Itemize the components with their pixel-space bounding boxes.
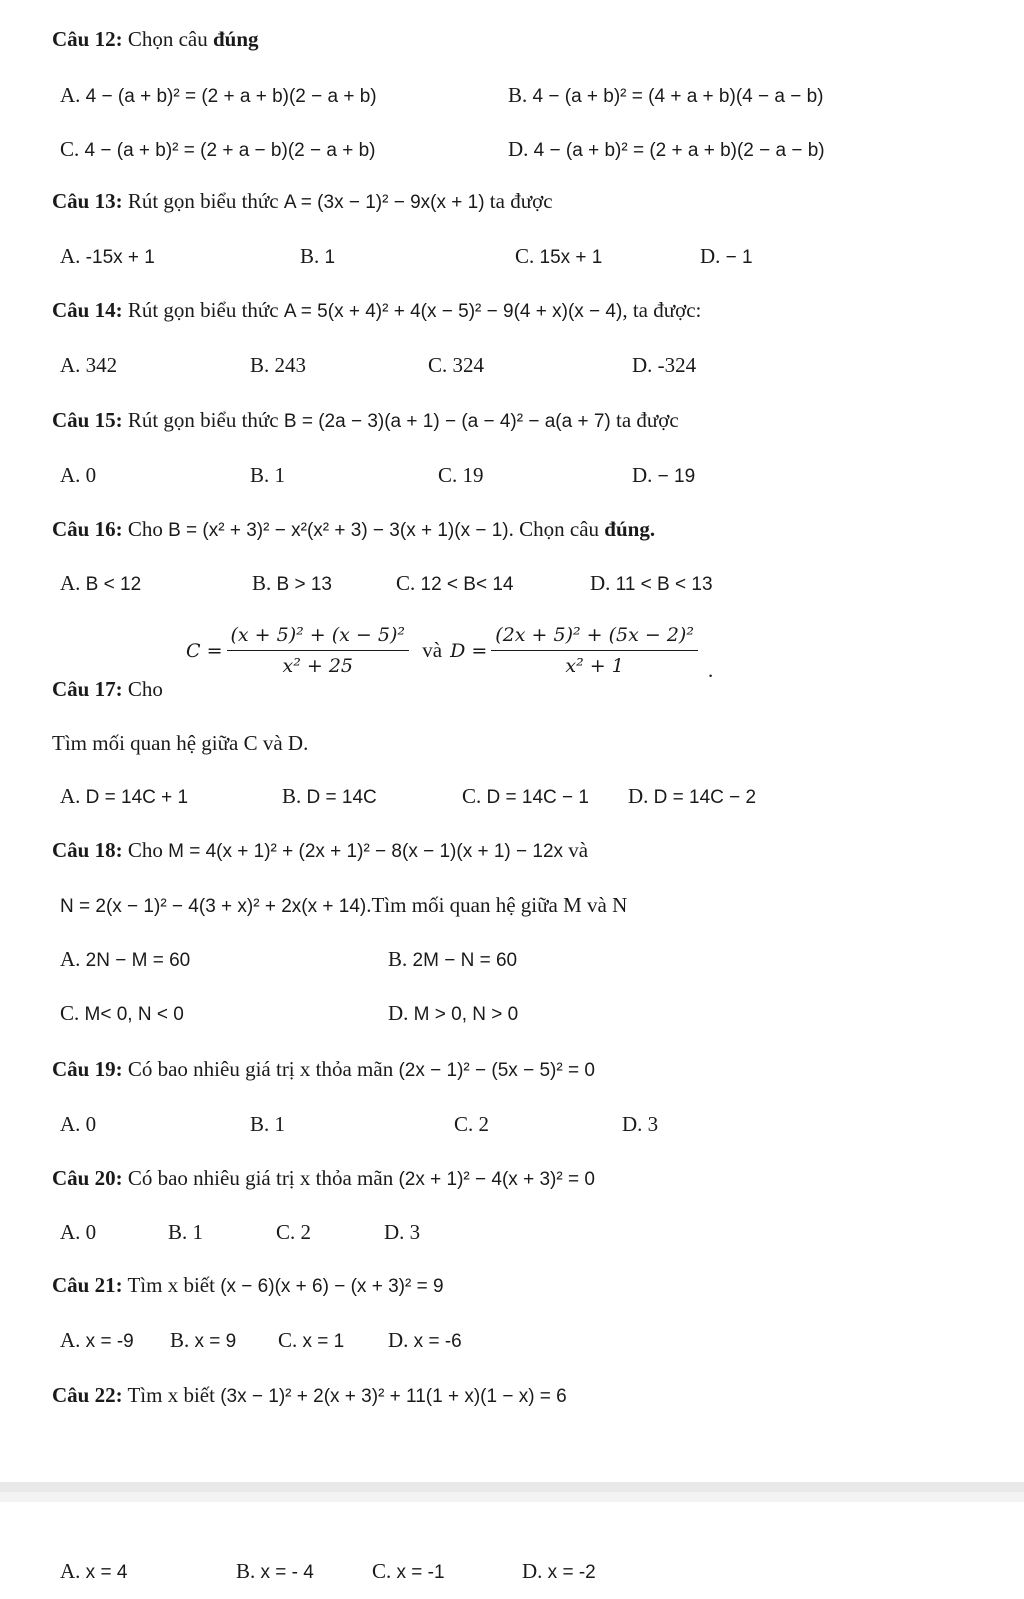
- option-expr: D = 14C − 1: [486, 787, 589, 808]
- option-expr: -15x + 1: [85, 247, 155, 268]
- q18-option-d: [388, 1000, 518, 1028]
- option-expr: D = 14C + 1: [85, 787, 189, 808]
- option-expr: 11 < B < 13: [615, 574, 713, 595]
- option-expr: 0: [85, 1220, 97, 1244]
- q20-option-d: [384, 1219, 420, 1245]
- q19-option-c: [454, 1111, 489, 1137]
- q16-prompt: Cho: [122, 517, 169, 541]
- q17-option-b: [282, 783, 377, 811]
- q15-option-c: [438, 462, 484, 488]
- option-expr: 324: [452, 353, 485, 377]
- c-numerator: (x + 5)² + (x − 5)²: [227, 620, 410, 651]
- q17-label: Câu 17:: [52, 677, 123, 701]
- q13-option-c: [515, 243, 602, 271]
- option-key: D.: [632, 353, 653, 377]
- option-key: D.: [508, 137, 529, 161]
- d-numerator: (2x + 5)² + (5x − 2)²: [491, 620, 698, 651]
- q13-title: [52, 188, 553, 216]
- q20-option-c: [276, 1219, 311, 1245]
- option-key: C.: [276, 1220, 296, 1244]
- q12-option-b: [508, 82, 823, 110]
- option-key: B.: [508, 83, 528, 107]
- option-expr: 1: [192, 1220, 204, 1244]
- q15-expr: B = (2a − 3)(a + 1) − (a − 4)² − a(a + 7): [283, 411, 611, 432]
- q16-option-a: [60, 570, 141, 598]
- q21-prompt: Tìm x biết: [122, 1273, 221, 1297]
- option-key: A.: [60, 784, 81, 808]
- c-fraction: [227, 620, 410, 681]
- option-expr: x = 4: [85, 1562, 128, 1583]
- option-key: C.: [428, 353, 448, 377]
- q20-option-a: [60, 1219, 96, 1245]
- option-expr: 1: [274, 463, 286, 487]
- option-key: D.: [622, 1112, 643, 1136]
- option-expr: 12 < B< 14: [420, 574, 514, 595]
- option-key: C.: [278, 1328, 298, 1352]
- q17-and: và: [422, 638, 443, 662]
- q21-label: Câu 21:: [52, 1273, 123, 1297]
- q22-title: [52, 1382, 567, 1410]
- q15-title: [52, 407, 679, 435]
- q20-prompt: Có bao nhiêu giá trị x thỏa mãn: [122, 1166, 399, 1190]
- q20-option-b: [168, 1219, 203, 1245]
- q21-option-b: [170, 1327, 236, 1355]
- option-key: A.: [60, 571, 81, 595]
- option-expr: 19: [462, 463, 484, 487]
- option-key: C.: [438, 463, 458, 487]
- option-key: D.: [388, 1328, 409, 1352]
- q18-expr-n: N = 2(x − 1)² − 4(3 + x)² + 2x(x + 14): [60, 896, 367, 917]
- q15-label: Câu 15:: [52, 408, 123, 432]
- q18-prompt: Cho: [122, 838, 169, 862]
- q22-prompt: Tìm x biết: [122, 1383, 221, 1407]
- q15-option-a: [60, 462, 96, 488]
- option-expr: x = 9: [194, 1331, 237, 1352]
- d-fraction: [491, 620, 698, 681]
- q18-title: [52, 837, 588, 865]
- q14-expr: A = 5(x + 4)² + 4(x − 5)² − 9(4 + x)(x − 4): [283, 301, 623, 322]
- q12-option-c: [60, 136, 375, 164]
- q16-title: [52, 516, 655, 544]
- option-key: C.: [396, 571, 416, 595]
- option-expr: 342: [85, 353, 118, 377]
- option-expr: 0: [85, 1112, 97, 1136]
- option-expr: x = -9: [85, 1331, 134, 1352]
- q13-option-b: [300, 243, 335, 271]
- option-expr: x = -6: [413, 1331, 462, 1352]
- q21-option-c: [278, 1327, 344, 1355]
- option-expr: B < 12: [85, 574, 142, 595]
- option-expr: 2M − N = 60: [412, 950, 518, 971]
- q14-prompt: Rút gọn biểu thức: [122, 298, 284, 322]
- option-key: B.: [282, 784, 302, 808]
- option-expr: x = - 4: [260, 1562, 314, 1583]
- q14-option-a: [60, 352, 117, 378]
- option-key: A.: [60, 353, 81, 377]
- q14-option-d: [632, 352, 696, 378]
- q17-prompt: Cho: [122, 677, 163, 701]
- option-key: C.: [372, 1559, 392, 1583]
- q15-option-d: [632, 462, 695, 490]
- q22-option-b: [236, 1558, 314, 1586]
- q18-line2: [60, 892, 627, 920]
- q21-option-a: [60, 1327, 134, 1355]
- option-key: B.: [170, 1328, 190, 1352]
- q19-title: [52, 1056, 595, 1084]
- q20-title: [52, 1165, 595, 1193]
- q13-label: Câu 13:: [52, 189, 123, 213]
- q16-option-c: [396, 570, 513, 598]
- q12-option-a: [60, 82, 377, 110]
- separator-band: [0, 1492, 1024, 1502]
- q15-option-b: [250, 462, 285, 488]
- q18-option-b: [388, 946, 517, 974]
- option-key: B.: [252, 571, 272, 595]
- q13-expr: A = (3x − 1)² − 9x(x + 1): [283, 192, 485, 213]
- option-expr: 3: [647, 1112, 659, 1136]
- q19-option-d: [622, 1111, 658, 1137]
- q16-label: Câu 16:: [52, 517, 123, 541]
- q18-and: và: [563, 838, 589, 862]
- option-key: C.: [60, 1001, 80, 1025]
- option-expr: x = -2: [547, 1562, 596, 1583]
- q17-option-a: [60, 783, 188, 811]
- q22-option-d: [522, 1558, 596, 1586]
- q17-option-c: [462, 783, 589, 811]
- q17-end: .: [707, 658, 714, 683]
- q14-option-c: [428, 352, 484, 378]
- option-expr: 2: [300, 1220, 312, 1244]
- q18-option-c: [60, 1000, 184, 1028]
- q19-prompt: Có bao nhiêu giá trị x thỏa mãn: [122, 1057, 399, 1081]
- q21-option-d: [388, 1327, 462, 1355]
- q12-label: Câu 12:: [52, 27, 123, 51]
- q13-prompt: Rút gọn biểu thức: [122, 189, 284, 213]
- option-key: B.: [236, 1559, 256, 1583]
- q18-option-a: [60, 946, 190, 974]
- q17-question: Tìm mối quan hệ giữa C và D.: [52, 731, 309, 755]
- q22-expr: (3x − 1)² + 2(x + 3)² + 11(1 + x)(1 − x) = 6: [220, 1386, 567, 1407]
- q19-expr: (2x − 1)² − (5x − 5)² = 0: [398, 1060, 595, 1081]
- separator-band: [0, 1482, 1024, 1492]
- q15-prompt: Rút gọn biểu thức: [122, 408, 284, 432]
- q16-option-b: [252, 570, 332, 598]
- option-key: B.: [250, 463, 270, 487]
- option-key: A.: [60, 1328, 81, 1352]
- q16-option-d: [590, 570, 713, 598]
- option-expr: -324: [657, 353, 697, 377]
- d-denominator: x² + 1: [565, 655, 624, 677]
- option-key: C.: [454, 1112, 474, 1136]
- q21-expr: (x − 6)(x + 6) − (x + 3)² = 9: [220, 1276, 444, 1297]
- option-key: D.: [700, 244, 721, 268]
- q21-title: [52, 1272, 444, 1300]
- option-key: D.: [590, 571, 611, 595]
- q20-label: Câu 20:: [52, 1166, 123, 1190]
- option-key: A.: [60, 463, 81, 487]
- option-key: A.: [60, 947, 81, 971]
- option-expr: x = -1: [396, 1562, 445, 1583]
- q22-option-c: [372, 1558, 445, 1586]
- q14-suffix: , ta được:: [622, 298, 702, 322]
- option-expr: 15x + 1: [539, 247, 603, 268]
- option-key: D.: [384, 1220, 405, 1244]
- option-expr: − 1: [725, 247, 753, 268]
- page-separator: [0, 1468, 1024, 1512]
- option-expr: 4 − (a + b)² = (2 + a + b)(2 − a + b): [85, 86, 377, 107]
- q16-expr: B = (x² + 3)² − x²(x² + 3) − 3(x + 1)(x − 1): [168, 520, 509, 541]
- c-denominator: x² + 25: [282, 655, 353, 677]
- option-expr: 3: [409, 1220, 421, 1244]
- option-expr: 4 − (a + b)² = (2 + a + b)(2 − a − b): [533, 140, 825, 161]
- q14-label: Câu 14:: [52, 298, 123, 322]
- q18-label: Câu 18:: [52, 838, 123, 862]
- option-key: D.: [388, 1001, 409, 1025]
- option-key: D.: [522, 1559, 543, 1583]
- q12-option-d: [508, 136, 825, 164]
- option-key: C.: [462, 784, 482, 808]
- q19-label: Câu 19:: [52, 1057, 123, 1081]
- option-key: B.: [388, 947, 408, 971]
- q19-option-b: [250, 1111, 285, 1137]
- q13-option-d: [700, 243, 753, 271]
- q16-bold: đúng.: [604, 517, 656, 541]
- q18-expr-m: M = 4(x + 1)² + (2x + 1)² − 8(x − 1)(x + 1) − 12x: [168, 841, 564, 862]
- option-expr: 2: [478, 1112, 490, 1136]
- q22-label: Câu 22:: [52, 1383, 123, 1407]
- c-lhs: C =: [186, 639, 223, 662]
- q17-option-d: [628, 783, 756, 811]
- option-expr: B > 13: [276, 574, 332, 595]
- option-expr: 2N − M = 60: [85, 950, 191, 971]
- q14-option-b: [250, 352, 306, 378]
- option-expr: D = 14C: [306, 787, 377, 808]
- option-expr: M< 0, N < 0: [84, 1004, 184, 1025]
- d-lhs: D =: [450, 639, 488, 662]
- q13-option-a: [60, 243, 155, 271]
- q12-prompt: Chọn câu: [122, 27, 213, 51]
- option-key: A.: [60, 1220, 81, 1244]
- option-key: D.: [628, 784, 649, 808]
- option-expr: 4 − (a + b)² = (2 + a − b)(2 − a + b): [84, 140, 376, 161]
- option-key: A.: [60, 83, 81, 107]
- option-expr: M > 0, N > 0: [413, 1004, 519, 1025]
- q20-expr: (2x + 1)² − 4(x + 3)² = 0: [398, 1169, 595, 1190]
- option-key: A.: [60, 1559, 81, 1583]
- q15-suffix: ta được: [610, 408, 679, 432]
- q17-label-line: [52, 676, 163, 702]
- q12-bold: đúng: [213, 27, 259, 51]
- option-key: C.: [515, 244, 535, 268]
- q16-suffix: . Chọn câu: [508, 517, 605, 541]
- option-expr: D = 14C − 2: [653, 787, 757, 808]
- option-expr: 243: [274, 353, 307, 377]
- option-expr: x = 1: [302, 1331, 345, 1352]
- option-expr: 4 − (a + b)² = (4 + a + b)(4 − a − b): [532, 86, 824, 107]
- option-expr: − 19: [657, 466, 696, 487]
- option-key: A.: [60, 1112, 81, 1136]
- q22-option-a: [60, 1558, 127, 1586]
- option-key: A.: [60, 244, 81, 268]
- option-key: B.: [300, 244, 320, 268]
- q18-question: .Tìm mối quan hệ giữa M và N: [366, 893, 628, 917]
- option-expr: 0: [85, 463, 97, 487]
- option-key: B.: [250, 353, 270, 377]
- option-key: D.: [632, 463, 653, 487]
- option-expr: 1: [274, 1112, 286, 1136]
- q19-option-a: [60, 1111, 96, 1137]
- q14-title: [52, 297, 701, 325]
- q12-title: [52, 26, 259, 52]
- q17-formulas: [186, 620, 713, 683]
- option-key: B.: [250, 1112, 270, 1136]
- option-key: C.: [60, 137, 80, 161]
- option-key: B.: [168, 1220, 188, 1244]
- q13-suffix: ta được: [484, 189, 553, 213]
- option-expr: 1: [324, 247, 336, 268]
